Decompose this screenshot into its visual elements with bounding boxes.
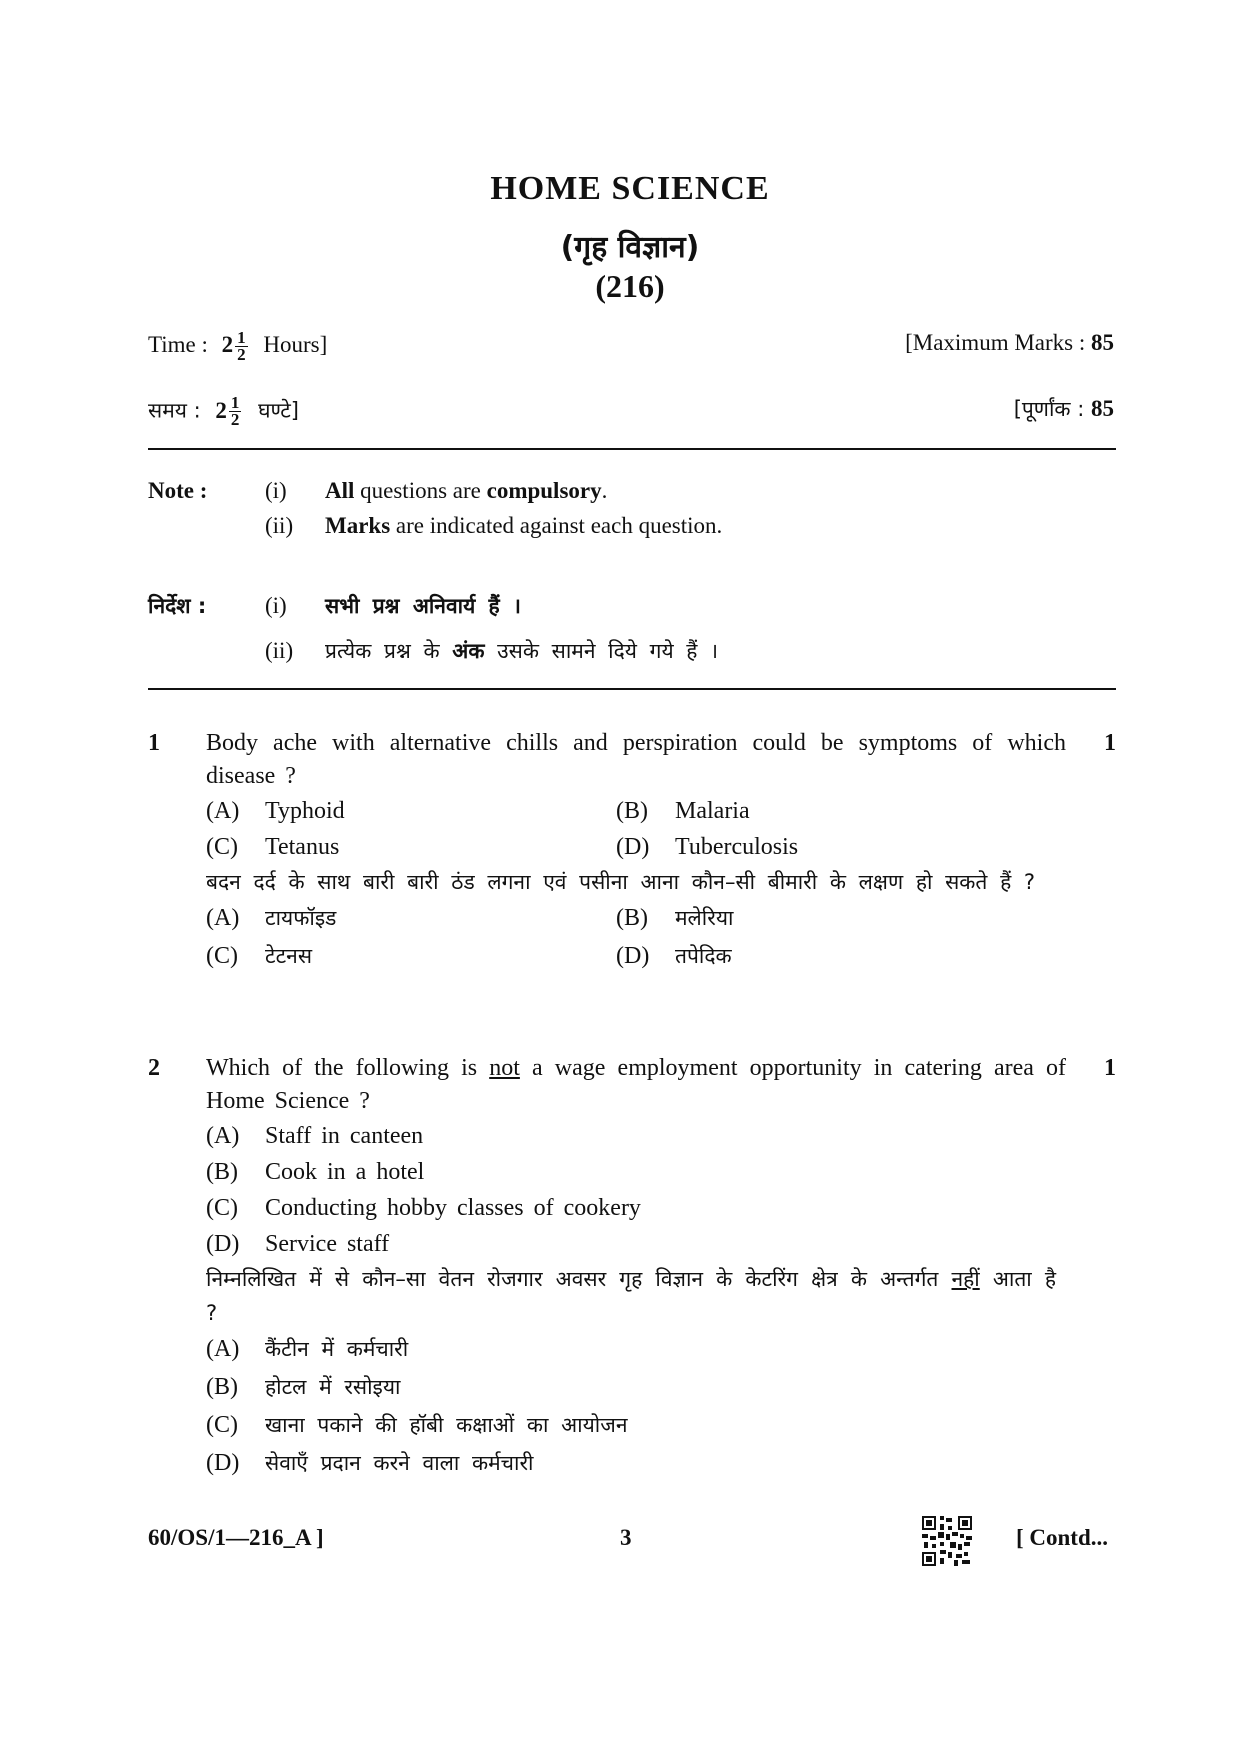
option-text-hindi: मलेरिया — [675, 906, 734, 930]
question-text — [206, 1052, 1066, 1118]
question-1 — [148, 727, 1116, 975]
option-text: Staff in canteen — [265, 1123, 424, 1149]
option-text: Typhoid — [265, 798, 345, 824]
option-letter: (B) — [616, 798, 648, 824]
options-row-hindi — [206, 899, 1116, 937]
option-text-hindi: टायफॉइड — [265, 906, 337, 930]
option-d-hindi — [616, 937, 732, 975]
option-text-hindi: कैंटीन में कर्मचारी — [265, 1337, 409, 1361]
question-text-hindi-underlined: नहीं — [951, 1267, 980, 1291]
option-letter: (A) — [206, 798, 240, 824]
option-c-hindi — [206, 1406, 1116, 1444]
note-item-hindi-2 — [265, 637, 718, 665]
subject-title: HOME SCIENCE — [490, 170, 770, 207]
option-letter: (C) — [206, 943, 238, 969]
option-letter: (B) — [616, 905, 648, 931]
option-text-hindi: खाना पकाने की हॉबी कक्षाओं का आयोजन — [265, 1413, 628, 1437]
note-item-number: (i) — [265, 478, 287, 503]
time-fraction-hindi — [229, 395, 242, 428]
option-text-hindi: होटल में रसोइया — [265, 1375, 401, 1399]
option-c — [206, 829, 339, 865]
note-text: questions are — [354, 478, 487, 503]
note-item-number: (ii) — [265, 638, 294, 663]
option-d — [616, 829, 798, 865]
continued-label: [ Contd... — [1016, 1525, 1109, 1550]
max-marks-label: [Maximum Marks : — [905, 330, 1086, 355]
question-text-underlined: not — [489, 1055, 520, 1081]
note-item-number: (ii) — [265, 513, 294, 538]
note-label: Note : — [148, 478, 208, 503]
option-letter: (B) — [206, 1159, 238, 1185]
option-c — [206, 1190, 1116, 1226]
option-a — [206, 1118, 1116, 1154]
option-text-hindi: टेटनस — [265, 944, 313, 968]
question-marks: 1 — [1104, 730, 1116, 756]
option-b-hindi — [616, 899, 733, 937]
option-letter: (D) — [206, 1450, 240, 1476]
max-marks-value-hindi: 85 — [1091, 396, 1114, 421]
option-letter: (A) — [206, 1123, 240, 1149]
option-d-hindi — [206, 1444, 1116, 1482]
note-text: . — [601, 478, 608, 503]
options-row — [206, 793, 1116, 829]
note-bold: compulsory — [486, 478, 602, 503]
option-text: Malaria — [675, 798, 750, 824]
time-whole-hindi: 2 — [215, 397, 227, 423]
time-frac-num-hindi: 1 — [230, 393, 240, 412]
option-b — [616, 793, 750, 829]
question-text: Body ache with alternative chills and perspiration could be symptoms of which disease ? — [206, 730, 1066, 789]
note-item-number: (i) — [265, 593, 287, 618]
question-text-hindi-part: आता है ? — [206, 1267, 1057, 1325]
subject-title-hindi: (गृह विज्ञान) — [560, 230, 700, 265]
time-frac-num: 1 — [237, 328, 246, 347]
option-letter: (D) — [616, 834, 650, 860]
option-letter: (A) — [206, 1336, 240, 1362]
option-letter: (C) — [206, 1412, 238, 1438]
time-unit: Hours] — [263, 331, 328, 357]
max-marks-label-hindi: [पूर्णांक : — [1013, 397, 1085, 421]
option-text: Tuberculosis — [675, 834, 799, 860]
option-text-hindi: सेवाएँ प्रदान करने वाला कर्मचारी — [265, 1451, 534, 1475]
paper-code: 60/OS/1—216_A ] — [148, 1525, 324, 1550]
time-row — [148, 330, 1114, 363]
max-marks-value: 85 — [1091, 330, 1114, 355]
question-number: 2 — [148, 1055, 160, 1081]
page-number: 3 — [620, 1525, 632, 1550]
option-c-hindi — [206, 937, 312, 975]
time-label: Time : — [148, 331, 208, 357]
max-marks-hindi — [1014, 395, 1114, 423]
time-fraction — [235, 330, 248, 363]
option-letter: (C) — [206, 1195, 238, 1221]
divider-top — [148, 448, 1116, 450]
time-frac-den-hindi: 2 — [230, 410, 240, 429]
option-b — [206, 1154, 1116, 1190]
option-letter: (D) — [206, 1231, 240, 1257]
option-letter: (D) — [616, 943, 650, 969]
option-text: Conducting hobby classes of cookery — [265, 1195, 641, 1221]
question-text-hindi-part: निम्नलिखित में से कौन–सा वेतन रोजगार अवसर गृह विज्ञान के केटरिंग क्षेत्र के अन्तर्गत — [206, 1267, 952, 1291]
max-marks — [905, 330, 1114, 356]
note-item-1 — [265, 478, 607, 504]
option-letter: (B) — [206, 1374, 238, 1400]
time-label-hindi: समय : — [148, 398, 201, 423]
note-item-2 — [265, 513, 722, 539]
note-text-hindi: उसके सामने दिये गये हैं । — [484, 639, 719, 663]
note-bold: Marks — [325, 513, 391, 538]
option-text: Cook in a hotel — [265, 1159, 425, 1185]
time-whole: 2 — [221, 331, 234, 357]
option-text: Tetanus — [265, 834, 340, 860]
option-a-hindi — [206, 1330, 1116, 1368]
note-text-hindi: सभी प्रश्न अनिवार्य हैं । — [325, 594, 521, 618]
option-a-hindi — [206, 899, 336, 937]
question-text-hindi: बदन दर्द के साथ बारी बारी ठंड लगना एवं पसीना आना कौन–सी बीमारी के लक्षण हो सकते हैं ? — [206, 870, 1036, 894]
options-row-hindi — [206, 937, 1116, 975]
question-text-hindi — [206, 1262, 1056, 1330]
time-unit-hindi: घण्टे] — [258, 398, 299, 423]
option-a — [206, 793, 345, 829]
option-d — [206, 1226, 1116, 1262]
option-letter: (C) — [206, 834, 238, 860]
question-number: 1 — [148, 730, 160, 756]
time-row-hindi — [148, 395, 1114, 428]
divider-bottom — [148, 688, 1116, 690]
option-b-hindi — [206, 1368, 1116, 1406]
question-text-part: Which of the following is — [206, 1055, 490, 1081]
option-text: Service staff — [265, 1231, 390, 1257]
question-2 — [148, 1052, 1116, 1482]
note-text-hindi: प्रत्येक प्रश्न के — [325, 639, 453, 663]
question-text-part: a wage employment opportunity in catering area of Home Science ? — [206, 1055, 1066, 1114]
option-letter: (A) — [206, 905, 240, 931]
time-frac-den: 2 — [237, 345, 246, 364]
option-text-hindi: तपेदिक — [675, 944, 732, 968]
options-row — [206, 829, 1116, 865]
note-bold: All — [325, 478, 355, 503]
subject-code: (216) — [595, 268, 665, 304]
note-item-hindi-1 — [265, 592, 521, 620]
note-label-hindi: निर्देश : — [148, 594, 207, 618]
note-text: are indicated against each question. — [390, 513, 723, 538]
note-bold-hindi: अंक — [452, 639, 485, 663]
qr-code-icon — [922, 1516, 972, 1566]
question-marks: 1 — [1104, 1055, 1116, 1081]
